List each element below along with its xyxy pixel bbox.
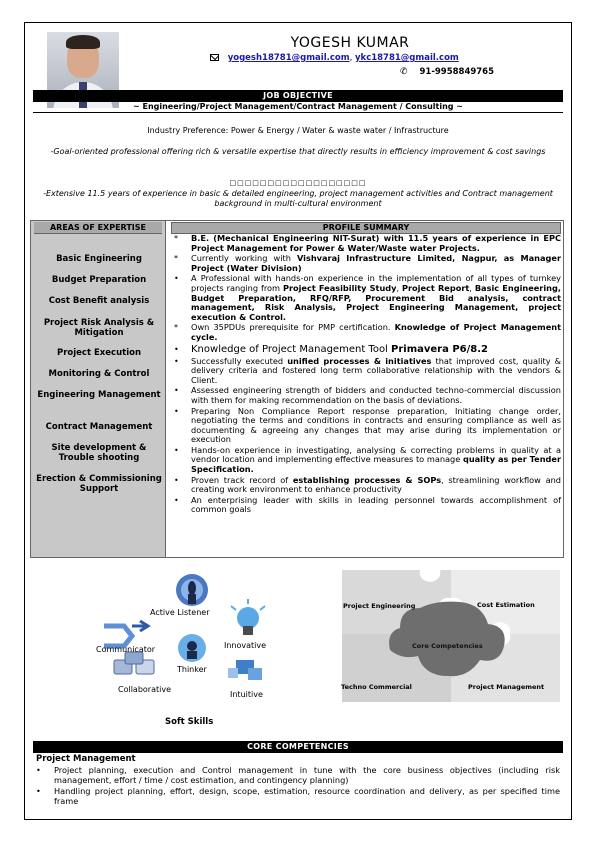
soft-skill-label: Thinker: [177, 665, 207, 674]
core-competencies-heading: CORE COMPETENCIES: [33, 741, 563, 753]
soft-skill-label: Collaborative: [118, 685, 172, 694]
innovative-bulb-icon: [231, 599, 265, 635]
project-management-subheading: Project Management: [36, 754, 136, 764]
bullet-marker: •: [174, 445, 179, 455]
profile-summary-item: [173, 234, 561, 253]
puzzle-label: Techno Commercial: [341, 683, 412, 691]
expertise-item: Project Risk Analysis & Mitigation: [43, 318, 155, 338]
profile-summary-text: Hands-on experience in investigating, analysing & correcting problems in quality at a vendor location and implementing effective measures to manage quality as per Tender Specification.: [191, 444, 561, 475]
profile-summary-text: Successfully executed unified processes & initiatives that improved cost, quality & delivery criteria and fostered long term collaborative relationship with the vendors & Client.: [191, 355, 561, 385]
expertise-item: Site development & Trouble shooting: [51, 443, 147, 463]
expertise-item: Contract Management: [45, 422, 153, 432]
phone-number: 91-9958849765: [419, 67, 495, 77]
bullet-marker: •: [174, 475, 179, 485]
collaborative-icon: [114, 652, 154, 674]
profile-summary-text: Proven track record of establishing processes & SOPs, streamlining workflow and creating work environment to enhance productivity: [191, 474, 561, 495]
bullet-marker: *: [174, 234, 178, 243]
goal-statement: -Goal-oriented professional offering rich & versatile expertise that directly results in efficiency improvement & cost savings: [50, 147, 546, 156]
profile-summary-item: [173, 386, 561, 405]
core-competency-item: • Handling project planning, effort, design, scope, estimation, resource coordination and delivery, as per specified time frame: [36, 786, 560, 806]
email-link-primary[interactable]: yogesh18781@gmail.com: [227, 53, 350, 63]
profile-summary-text: B.E. (Mechanical Engineering NIT-Surat) with 11.5 years of experience in EPC Project Management for Power & Water/Waste water Projects.: [191, 233, 561, 253]
bullet-marker: •: [174, 386, 179, 396]
intuitive-icon: [228, 660, 262, 680]
profile-summary-list: [173, 234, 561, 516]
profile-summary-text: A Professional with hands-on experience in the implementation of all types of turnkey projects ranging from Project Feasibility Study, Project Report, Basic Engineering, Budget Preparation, RFQ/RFP, Procurement Bid analysis, contract management, Risk Analysis, Project Engineering Management, project execution & Control.: [191, 273, 561, 322]
bullet-marker: •: [174, 406, 179, 416]
puzzle-label: Core Competencies: [412, 642, 483, 650]
placeholder-glyphs: □□□□□□□□□□□□□□□□□□: [229, 179, 367, 187]
expertise-profile-table: [30, 220, 564, 558]
areas-of-expertise-column: [31, 221, 166, 557]
profile-summary-text: Currently working with Vishvaraj Infrastructure Limited, Nagpur, as Manager Project (Water Division): [191, 253, 561, 273]
bullet-marker: *: [174, 254, 178, 264]
soft-skill-label: Innovative: [224, 641, 267, 650]
email-link-secondary[interactable]: ykc18781@gmail.com: [355, 53, 459, 63]
expertise-item: Erection & Commissioning Support: [36, 474, 162, 494]
soft-skills-title: Soft Skills: [165, 717, 214, 727]
puzzle-label: Project Management: [468, 683, 545, 691]
objective-subtitle: ~ Engineering/Project Management/Contract Management / Consulting ~: [33, 102, 563, 113]
profile-summary-item: [173, 476, 561, 495]
profile-summary-item: [173, 344, 561, 356]
profile-summary-text: Assessed engineering strength of bidders and conducted techno-commercial discussion with them for making recommendation on the basis of deviations.: [191, 385, 561, 405]
expertise-item: Project Execution: [56, 348, 141, 358]
soft-skill-label: Active Listener: [150, 608, 210, 617]
profile-summary-text: Knowledge of Project Management Tool Primavera P6/8.2: [191, 343, 488, 355]
thinker-icon: [178, 634, 206, 662]
puzzle-label: Project Engineering: [343, 602, 416, 610]
profile-summary-item: [173, 274, 561, 322]
bullet-marker: *: [174, 323, 178, 333]
expertise-item: Cost Benefit analysis: [48, 296, 150, 306]
job-objective-heading: JOB OBJECTIVE: [33, 90, 563, 102]
contact-emails: [210, 53, 459, 63]
core-competencies-list: [36, 765, 560, 807]
bullet-marker: •: [174, 356, 179, 366]
phone-icon: ✆: [400, 67, 408, 77]
bullet-marker: •: [174, 274, 179, 284]
expertise-item: Basic Engineering: [56, 254, 142, 264]
industry-preference: Industry Preference: Power & Energy / Water & waste water / Infrastructure: [147, 126, 449, 135]
bullet-marker: •: [174, 344, 179, 354]
envelope-icon: [210, 54, 219, 61]
profile-summary-item: [173, 407, 561, 445]
bullet-marker: •: [174, 495, 179, 505]
profile-summary-item: [173, 496, 561, 515]
profile-summary-heading: PROFILE SUMMARY: [171, 222, 561, 234]
expertise-item: Engineering Management: [37, 390, 161, 400]
communicator-icon: [104, 621, 148, 646]
areas-of-expertise-heading: AREAS OF EXPERTISE: [34, 222, 162, 234]
contact-phone: [400, 67, 494, 77]
puzzle-label: Cost Estimation: [477, 601, 535, 609]
profile-summary-item: [173, 254, 561, 273]
expertise-item: Monitoring & Control: [48, 369, 150, 379]
soft-skill-label: Communicator: [96, 645, 156, 654]
profile-summary-text: An enterprising leader with skills in leading personnel towards accomplishment of common goals: [191, 494, 561, 515]
listener-icon: [176, 574, 208, 606]
soft-skill-label: Intuitive: [230, 690, 263, 699]
expertise-item: Budget Preparation: [51, 275, 147, 285]
profile-summary-text: Preparing Non Compliance Report response preparation, Initiating change order, negotiating the terms and conditions in contracts and ensuring compliance as well as documenting & agreeing any changes that may arise during its implementation or execution: [191, 405, 561, 445]
email-separator: ,: [349, 53, 353, 63]
experience-statement: -Extensive 11.5 years of experience in basic & detailed engineering, project management activities and Contract management background in multi-cultural environment: [43, 189, 553, 208]
candidate-name: YOGESH KUMAR: [290, 35, 410, 51]
profile-summary-item: [173, 357, 561, 386]
profile-summary-item: [173, 446, 561, 475]
core-competency-item: • Project planning, execution and Control management in tune with the core business objectives (including risk management, effort / time / cost estimation, and contingency planning): [36, 765, 560, 785]
profile-summary-text: Own 35PDUs prerequisite for PMP certification. Knowledge of Project Management cycle.: [191, 322, 561, 342]
profile-summary-item: [173, 323, 561, 342]
